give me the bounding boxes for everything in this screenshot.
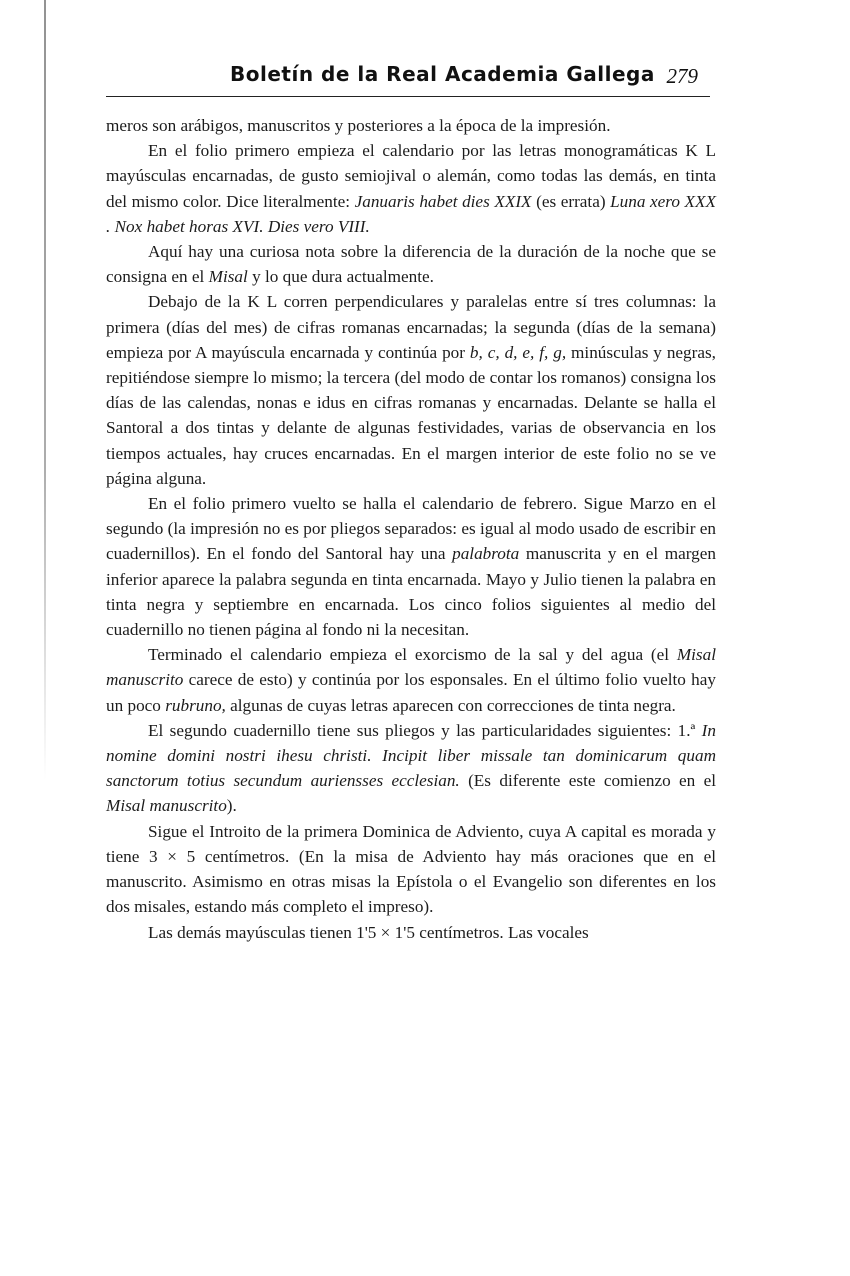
italic-term: Misal manuscrito bbox=[106, 645, 716, 690]
paragraph-6 bbox=[106, 642, 716, 718]
paragraph-3 bbox=[106, 239, 716, 289]
italic-term: Misal manuscrito bbox=[106, 796, 227, 816]
text-run: El segundo cuadernillo tiene sus pliegos y las particularidades siguientes: 1.ª bbox=[148, 720, 702, 740]
italic-term: rubruno, bbox=[165, 695, 226, 715]
text-run: minúsculas y negras, repitiéndose siempre lo mismo; la tercera (del modo de contar los romanos) consigna los días de las calendas, nonas e idus en cifras romanas y encarnadas. Delante se halla el Santoral a dos tintas y delante de algunas festividades, varias de observancia en los tiempos actuales, hay cruces encarnadas. En el margen interior de este folio no se ve página alguna. bbox=[106, 342, 716, 488]
text-run: algunas de cuyas letras aparecen con correcciones de tinta negra. bbox=[225, 695, 676, 715]
text-run: Las demás mayúsculas tienen 1'5 × 1'5 centímetros. Las vocales bbox=[148, 922, 589, 942]
body-text bbox=[106, 113, 716, 945]
paragraph-9 bbox=[106, 920, 716, 945]
paragraph-4 bbox=[106, 289, 716, 491]
paragraph-8 bbox=[106, 819, 716, 920]
text-run: En el folio primero vuelto se halla el calendario de febrero. Sigue Marzo en el segundo (la impresión no es por pliegos separados: es igual al modo usado de escribir en cuadernillos). En el fondo del Santoral hay una bbox=[106, 494, 716, 564]
page-number: 279 bbox=[666, 64, 698, 88]
paragraph-5 bbox=[106, 491, 716, 642]
page-edge-shadow bbox=[44, 0, 46, 780]
running-header bbox=[106, 62, 710, 97]
italic-quote: Luna xero XXX . Nox habet horas XVI. Dies vero VIII. bbox=[106, 191, 716, 236]
paragraph-7 bbox=[106, 718, 716, 819]
text-run: manuscrita y en el margen inferior aparece la palabra segunda en tinta encarnada. Mayo y Julio tienen la palabra en tinta negra y septiembre en encarnada. Los cinco folios siguientes al medio del cuadernillo no tienen página al fondo ni la necesitan. bbox=[106, 544, 716, 640]
italic-term: b, c, d, e, f, g, bbox=[469, 342, 567, 362]
text-run: (es errata) bbox=[531, 191, 611, 211]
italic-term: Misal bbox=[208, 267, 248, 287]
paragraph-2 bbox=[106, 138, 716, 239]
text-run: Sigue el Introito de la primera Dominica de Adviento, cuya A capital es morada y tiene 3 × 5 centímetros. (En la misa de Adviento hay más oraciones que en el manuscrito. Asimismo en otras misas la Epístola o el Evangelio son diferentes en los dos misales, estando más completo el impreso). bbox=[106, 821, 716, 917]
text-run: Terminado el calendario empieza el exorcismo de la sal y del agua (el bbox=[148, 645, 677, 665]
text-run: y lo que dura actualmente. bbox=[247, 267, 434, 287]
text-run: ). bbox=[226, 796, 237, 816]
paragraph-1 bbox=[106, 113, 716, 138]
running-title: Boletín de la Real Academia Gallega bbox=[230, 62, 655, 86]
text-run: Aquí hay una curiosa nota sobre la diferencia de la duración de la noche que se consigna en el bbox=[106, 242, 716, 287]
italic-quote: In nomine domini nostri ihesu christi. Incipit liber missale tan dominicarum quam sanctorum totius secundum auriensses ecclesian. bbox=[106, 720, 716, 791]
text-run: (Es diferente este comienzo en el bbox=[459, 771, 716, 791]
text-run: meros son arábigos, manuscritos y posteriores a la época de la impresión. bbox=[106, 116, 611, 135]
text-run: carece de esto) y continúa por los esponsales. En el último folio vuelto hay un poco bbox=[106, 670, 716, 715]
text-run: Debajo de la K L corren perpendiculares y paralelas entre sí tres columnas: la primera (días del mes) de cifras romanas encarnadas; la segunda (días de la semana) empieza por A mayúscula encarnada y continúa por bbox=[106, 292, 716, 362]
italic-quote: Januaris habet dies XXIX bbox=[354, 191, 532, 211]
text-run: En el folio primero empieza el calendario por las letras monogramáticas K L mayúsculas encarnadas, de gusto semiojival o alemán, como todas las demás, en tinta del mismo color. Dice literalmente: bbox=[106, 141, 716, 211]
italic-term: palabrota bbox=[452, 544, 520, 564]
